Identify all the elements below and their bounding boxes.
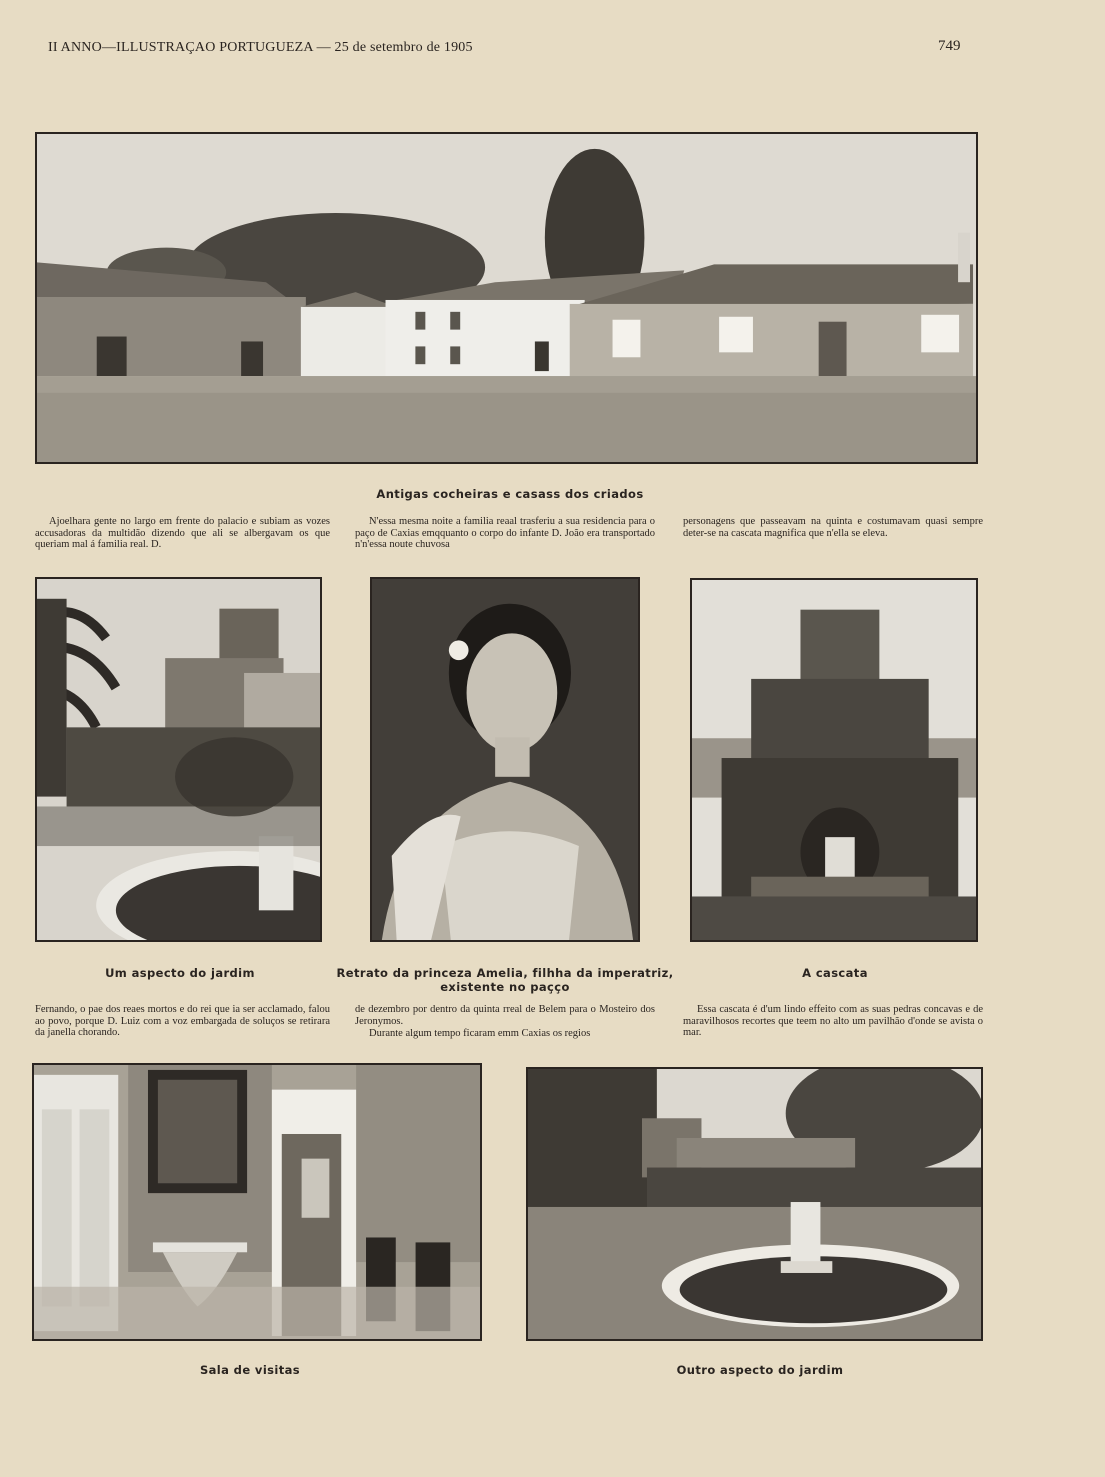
photo-garden-other <box>526 1067 983 1341</box>
caption-cascade: A cascata <box>802 966 868 980</box>
text-col3-top: personagens que passeavam na quinta e costumavam quasi sempre deter-se na cascata magnifica que n'ella se eleva. <box>683 516 983 539</box>
caption-visiting-room: Sala de visitas <box>199 1363 301 1377</box>
page-number: 749 <box>938 38 961 54</box>
caption-garden-aspect: Um aspecto do jardim <box>105 966 255 980</box>
text-col1-mid: Fernando, o pae dos reaes mortos e do rei que ia ser acclamado, falou ao povo, porque D. Luiz com a voz embargada de soluços se retirara da janella chorando. <box>35 1004 330 1038</box>
photo-coach-houses <box>35 132 978 464</box>
text-col2-mid-p1: de dezembro por dentro da quinta rreal de Belem para o Mosteiro dos Jeronymos. <box>355 1004 655 1027</box>
text-col2-top: N'essa mesma noite a familia reaal trasferiu a sua residencia para o paço de Caxias emqquanto o corpo do infante D. João era transportado n'n'essa noute chuvosa <box>355 516 655 550</box>
text-col1-top: Ajoelhara gente no largo em frente do palacio e subiam as vozes accusadoras da multidão dizendo que ali se albergavam os que queriam mal á familia real. D. <box>35 516 330 550</box>
running-title: II ANNO—ILLUSTRAÇAO PORTUGUEZA — 25 de setembro de 1905 <box>48 40 473 55</box>
photo-visiting-room <box>32 1063 482 1341</box>
photo-garden-aspect <box>35 577 322 942</box>
photo-cascade <box>690 578 978 942</box>
caption-garden-other: Outro aspecto do jardim <box>676 1363 844 1377</box>
text-col3-mid: Essa cascata é d'um lindo effeito com as suas pedras concavas e de maravilhosos recortes que teem no alto um pavilhão d'onde se avista o mar. <box>683 1004 983 1038</box>
photo-portrait-amelia <box>370 577 640 942</box>
caption-coach-houses: Antigas cocheiras e casass dos criados <box>376 487 644 501</box>
caption-portrait-line2: existente no paçço <box>440 980 570 994</box>
caption-portrait-line1: Retrato da princeza Amelia, filhha da imperatriz, <box>336 966 674 980</box>
text-col2-mid-p2: Durante algum tempo ficaram emm Caxias os regios <box>369 1028 591 1039</box>
